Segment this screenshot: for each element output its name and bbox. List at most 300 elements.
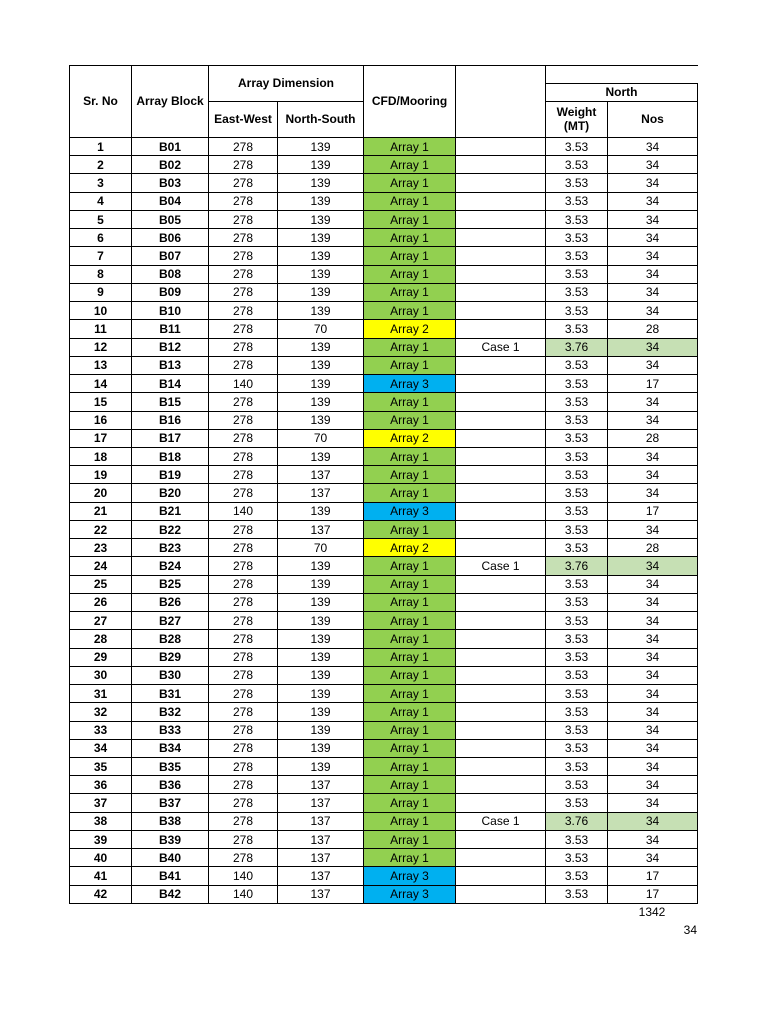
array-block-cell: B12 [132, 338, 209, 356]
case-cell [456, 648, 546, 666]
north-south-cell: 139 [278, 557, 364, 575]
cfd-mooring-cell: Array 1 [364, 557, 456, 575]
cfd-mooring-header: CFD/Mooring [364, 66, 456, 138]
array-block-cell: B09 [132, 283, 209, 301]
nos-cell: 17 [608, 375, 698, 393]
cfd-mooring-cell: Array 3 [364, 375, 456, 393]
weight-cell: 3.53 [546, 283, 608, 301]
east-west-cell: 278 [209, 210, 278, 228]
weight-cell: 3.53 [546, 320, 608, 338]
nos-cell: 34 [608, 356, 698, 374]
nos-cell: 34 [608, 393, 698, 411]
array-block-cell: B23 [132, 539, 209, 557]
weight-cell: 3.53 [546, 210, 608, 228]
north-south-cell: 139 [278, 685, 364, 703]
case-cell [456, 630, 546, 648]
nos-cell: 34 [608, 849, 698, 867]
cfd-mooring-cell: Array 1 [364, 265, 456, 283]
case-cell [456, 703, 546, 721]
sr-no-cell: 37 [70, 794, 132, 812]
array-block-cell: B36 [132, 776, 209, 794]
table-header [70, 66, 698, 138]
sr-no-cell: 39 [70, 830, 132, 848]
east-west-cell: 278 [209, 429, 278, 447]
east-west-cell: 278 [209, 265, 278, 283]
weight-cell: 3.53 [546, 229, 608, 247]
table-row [70, 830, 698, 848]
nos-cell: 34 [608, 794, 698, 812]
north-south-cell: 139 [278, 302, 364, 320]
case-cell [456, 192, 546, 210]
case-cell [456, 265, 546, 283]
east-west-cell: 278 [209, 557, 278, 575]
array-block-cell: B32 [132, 703, 209, 721]
east-west-cell: 278 [209, 721, 278, 739]
nos-cell: 34 [608, 174, 698, 192]
east-west-cell: 278 [209, 320, 278, 338]
sr-no-cell: 17 [70, 429, 132, 447]
sr-no-cell: 18 [70, 447, 132, 465]
sr-no-cell: 15 [70, 393, 132, 411]
north-south-cell: 139 [278, 283, 364, 301]
weight-cell: 3.53 [546, 794, 608, 812]
sr-no-cell: 23 [70, 539, 132, 557]
table-row [70, 593, 698, 611]
cfd-mooring-cell: Array 1 [364, 411, 456, 429]
case-cell [456, 539, 546, 557]
array-block-header: Array Block [132, 66, 209, 138]
north-south-cell: 139 [278, 375, 364, 393]
north-south-cell: 139 [278, 648, 364, 666]
sr-no-cell: 2 [70, 156, 132, 174]
cfd-mooring-cell: Array 1 [364, 612, 456, 630]
sr-no-cell: 28 [70, 630, 132, 648]
array-block-table [69, 65, 698, 904]
sr-no-cell: 12 [70, 338, 132, 356]
weight-cell: 3.76 [546, 338, 608, 356]
cfd-mooring-cell: Array 1 [364, 849, 456, 867]
table-row [70, 794, 698, 812]
weight-cell: 3.53 [546, 612, 608, 630]
table-row [70, 867, 698, 885]
weight-cell: 3.53 [546, 520, 608, 538]
table-row [70, 174, 698, 192]
nos-cell: 17 [608, 867, 698, 885]
table-row [70, 356, 698, 374]
case-cell [456, 739, 546, 757]
array-block-cell: B35 [132, 757, 209, 775]
nos-cell: 34 [608, 447, 698, 465]
weight-cell: 3.53 [546, 411, 608, 429]
sr-no-cell: 8 [70, 265, 132, 283]
cfd-mooring-cell: Array 1 [364, 830, 456, 848]
east-west-cell: 278 [209, 539, 278, 557]
cfd-mooring-cell: Array 1 [364, 685, 456, 703]
north-south-cell: 139 [278, 229, 364, 247]
table-body [70, 138, 698, 904]
east-west-cell: 278 [209, 447, 278, 465]
sr-no-cell: 41 [70, 867, 132, 885]
cfd-mooring-cell: Array 1 [364, 138, 456, 156]
table-row [70, 520, 698, 538]
table-row [70, 283, 698, 301]
table-row [70, 812, 698, 830]
weight-cell: 3.53 [546, 885, 608, 903]
weight-cell: 3.53 [546, 174, 608, 192]
nos-cell: 34 [608, 721, 698, 739]
case-cell [456, 849, 546, 867]
east-west-cell: 278 [209, 484, 278, 502]
weight-cell: 3.53 [546, 429, 608, 447]
east-west-cell: 278 [209, 229, 278, 247]
sr-no-cell: 19 [70, 466, 132, 484]
table-row [70, 156, 698, 174]
table-row [70, 265, 698, 283]
cfd-mooring-cell: Array 1 [364, 593, 456, 611]
array-block-cell: B03 [132, 174, 209, 192]
sr-no-cell: 16 [70, 411, 132, 429]
east-west-cell: 278 [209, 247, 278, 265]
weight-cell: 3.53 [546, 685, 608, 703]
weight-cell: 3.53 [546, 757, 608, 775]
cfd-mooring-cell: Array 1 [364, 338, 456, 356]
cfd-mooring-cell: Array 2 [364, 429, 456, 447]
north-south-cell: 139 [278, 356, 364, 374]
table-row [70, 247, 698, 265]
north-south-cell: 139 [278, 192, 364, 210]
weight-cell: 3.53 [546, 192, 608, 210]
array-block-cell: B29 [132, 648, 209, 666]
table-row [70, 885, 698, 903]
sr-no-cell: 3 [70, 174, 132, 192]
table-row [70, 502, 698, 520]
cfd-mooring-cell: Array 1 [364, 156, 456, 174]
sr-no-cell: 29 [70, 648, 132, 666]
east-west-cell: 278 [209, 466, 278, 484]
nos-cell: 34 [608, 302, 698, 320]
north-south-header: North-South [278, 102, 364, 138]
north-south-cell: 139 [278, 721, 364, 739]
nos-cell: 34 [608, 703, 698, 721]
array-block-cell: B20 [132, 484, 209, 502]
table-row [70, 138, 698, 156]
table-row [70, 338, 698, 356]
east-west-cell: 278 [209, 302, 278, 320]
table-row [70, 849, 698, 867]
sr-no-cell: 7 [70, 247, 132, 265]
case-cell [456, 210, 546, 228]
north-south-cell: 139 [278, 575, 364, 593]
case-cell [456, 721, 546, 739]
north-south-cell: 139 [278, 210, 364, 228]
nos-cell: 34 [608, 229, 698, 247]
weight-cell: 3.53 [546, 849, 608, 867]
nos-cell: 34 [608, 757, 698, 775]
weight-cell: 3.53 [546, 666, 608, 684]
case-cell: Case 1 [456, 557, 546, 575]
east-west-cell: 278 [209, 393, 278, 411]
east-west-cell: 278 [209, 703, 278, 721]
cfd-mooring-cell: Array 1 [364, 210, 456, 228]
case-cell [456, 575, 546, 593]
nos-cell: 34 [608, 812, 698, 830]
case-cell [456, 593, 546, 611]
array-block-cell: B11 [132, 320, 209, 338]
sr-no-cell: 42 [70, 885, 132, 903]
case-cell [456, 156, 546, 174]
north-south-cell: 139 [278, 411, 364, 429]
weight-cell: 3.53 [546, 867, 608, 885]
north-south-cell: 139 [278, 138, 364, 156]
north-south-cell: 139 [278, 447, 364, 465]
north-south-cell: 70 [278, 539, 364, 557]
sr-no-cell: 30 [70, 666, 132, 684]
array-block-cell: B13 [132, 356, 209, 374]
north-south-cell: 137 [278, 830, 364, 848]
weight-cell: 3.76 [546, 557, 608, 575]
weight-header: Weight (MT) [546, 102, 608, 138]
case-cell [456, 867, 546, 885]
array-block-cell: B41 [132, 867, 209, 885]
table-row [70, 721, 698, 739]
case-cell [456, 466, 546, 484]
case-cell [456, 138, 546, 156]
nos-cell: 34 [608, 575, 698, 593]
weight-cell: 3.53 [546, 138, 608, 156]
sr-no-header: Sr. No [70, 66, 132, 138]
sr-no-cell: 26 [70, 593, 132, 611]
cfd-mooring-cell: Array 1 [364, 229, 456, 247]
weight-cell: 3.53 [546, 739, 608, 757]
sr-no-cell: 20 [70, 484, 132, 502]
sr-no-cell: 36 [70, 776, 132, 794]
east-west-cell: 278 [209, 776, 278, 794]
table-row [70, 484, 698, 502]
east-west-cell: 278 [209, 356, 278, 374]
north-south-cell: 70 [278, 429, 364, 447]
nos-cell: 34 [608, 411, 698, 429]
east-west-cell: 278 [209, 812, 278, 830]
east-west-cell: 278 [209, 283, 278, 301]
north-south-cell: 139 [278, 502, 364, 520]
cfd-mooring-cell: Array 1 [364, 575, 456, 593]
north-south-cell: 139 [278, 593, 364, 611]
sr-no-cell: 14 [70, 375, 132, 393]
sr-no-cell: 24 [70, 557, 132, 575]
north-south-cell: 137 [278, 849, 364, 867]
table-row [70, 466, 698, 484]
cfd-mooring-cell: Array 1 [364, 757, 456, 775]
nos-cell: 34 [608, 685, 698, 703]
nos-cell: 34 [608, 265, 698, 283]
table-row [70, 575, 698, 593]
sr-no-cell: 22 [70, 520, 132, 538]
cfd-mooring-cell: Array 1 [364, 247, 456, 265]
table-row [70, 648, 698, 666]
weight-cell: 3.53 [546, 830, 608, 848]
cfd-mooring-cell: Array 3 [364, 502, 456, 520]
north-south-cell: 139 [278, 612, 364, 630]
case-cell: Case 1 [456, 812, 546, 830]
weight-cell: 3.53 [546, 630, 608, 648]
weight-cell: 3.53 [546, 375, 608, 393]
weight-cell: 3.53 [546, 393, 608, 411]
table-row [70, 703, 698, 721]
nos-cell: 34 [608, 210, 698, 228]
case-column-header [456, 66, 546, 138]
north-south-cell: 139 [278, 703, 364, 721]
sr-no-cell: 38 [70, 812, 132, 830]
case-cell [456, 794, 546, 812]
nos-cell: 34 [608, 138, 698, 156]
case-cell [456, 885, 546, 903]
east-west-cell: 278 [209, 612, 278, 630]
array-block-cell: B15 [132, 393, 209, 411]
cfd-mooring-cell: Array 1 [364, 447, 456, 465]
nos-cell: 34 [608, 466, 698, 484]
array-block-cell: B38 [132, 812, 209, 830]
case-cell [456, 302, 546, 320]
weight-cell: 3.53 [546, 575, 608, 593]
array-block-cell: B01 [132, 138, 209, 156]
cfd-mooring-cell: Array 1 [364, 283, 456, 301]
case-cell [456, 174, 546, 192]
cfd-mooring-cell: Array 3 [364, 885, 456, 903]
cfd-mooring-cell: Array 1 [364, 520, 456, 538]
north-south-cell: 137 [278, 466, 364, 484]
nos-cell: 34 [608, 484, 698, 502]
east-west-cell: 278 [209, 794, 278, 812]
nos-cell: 34 [608, 630, 698, 648]
north-south-cell: 137 [278, 520, 364, 538]
east-west-cell: 278 [209, 338, 278, 356]
case-cell [456, 830, 546, 848]
array-block-cell: B31 [132, 685, 209, 703]
sr-no-cell: 21 [70, 502, 132, 520]
array-block-cell: B17 [132, 429, 209, 447]
table-row [70, 630, 698, 648]
case-cell [456, 429, 546, 447]
sr-no-cell: 35 [70, 757, 132, 775]
table-row [70, 539, 698, 557]
north-south-cell: 137 [278, 484, 364, 502]
nos-cell: 34 [608, 593, 698, 611]
north-south-cell: 139 [278, 247, 364, 265]
cfd-mooring-cell: Array 1 [364, 484, 456, 502]
array-block-cell: B06 [132, 229, 209, 247]
case-cell [456, 356, 546, 374]
east-west-cell: 278 [209, 666, 278, 684]
table-row [70, 393, 698, 411]
cfd-mooring-cell: Array 1 [364, 630, 456, 648]
north-south-cell: 137 [278, 885, 364, 903]
cfd-mooring-cell: Array 1 [364, 302, 456, 320]
cfd-mooring-cell: Array 1 [364, 739, 456, 757]
array-block-cell: B25 [132, 575, 209, 593]
cfd-mooring-cell: Array 2 [364, 539, 456, 557]
array-block-cell: B27 [132, 612, 209, 630]
weight-cell: 3.53 [546, 356, 608, 374]
sr-no-cell: 1 [70, 138, 132, 156]
sr-no-cell: 34 [70, 739, 132, 757]
north-header: North [546, 84, 698, 102]
table-row [70, 192, 698, 210]
north-south-cell: 137 [278, 867, 364, 885]
table-row [70, 757, 698, 775]
weight-cell: 3.53 [546, 484, 608, 502]
nos-cell: 34 [608, 739, 698, 757]
weight-cell: 3.53 [546, 466, 608, 484]
weight-cell: 3.53 [546, 776, 608, 794]
cfd-mooring-cell: Array 1 [364, 648, 456, 666]
case-cell [456, 283, 546, 301]
array-block-cell: B10 [132, 302, 209, 320]
table-row [70, 411, 698, 429]
case-cell [456, 320, 546, 338]
case-cell [456, 520, 546, 538]
east-west-cell: 140 [209, 502, 278, 520]
east-west-cell: 140 [209, 375, 278, 393]
east-west-cell: 278 [209, 830, 278, 848]
weight-cell: 3.53 [546, 156, 608, 174]
nos-cell: 34 [608, 283, 698, 301]
array-block-cell: B26 [132, 593, 209, 611]
north-south-cell: 139 [278, 666, 364, 684]
nos-cell: 34 [608, 338, 698, 356]
sr-no-cell: 25 [70, 575, 132, 593]
case-cell [456, 685, 546, 703]
table-row [70, 447, 698, 465]
north-south-cell: 139 [278, 630, 364, 648]
east-west-cell: 278 [209, 411, 278, 429]
east-west-cell: 140 [209, 885, 278, 903]
case-cell [456, 612, 546, 630]
cfd-mooring-cell: Array 1 [364, 721, 456, 739]
array-block-cell: B22 [132, 520, 209, 538]
nos-cell: 17 [608, 502, 698, 520]
array-block-cell: B18 [132, 447, 209, 465]
array-block-cell: B04 [132, 192, 209, 210]
array-block-cell: B16 [132, 411, 209, 429]
table-row [70, 375, 698, 393]
table-row [70, 320, 698, 338]
table-row [70, 666, 698, 684]
weight-cell: 3.53 [546, 648, 608, 666]
cfd-mooring-cell: Array 1 [364, 192, 456, 210]
array-block-cell: B07 [132, 247, 209, 265]
weight-cell: 3.53 [546, 721, 608, 739]
array-block-cell: B37 [132, 794, 209, 812]
north-south-cell: 137 [278, 812, 364, 830]
weight-cell: 3.53 [546, 302, 608, 320]
nos-cell: 28 [608, 429, 698, 447]
north-south-cell: 70 [278, 320, 364, 338]
table-row [70, 776, 698, 794]
nos-cell: 34 [608, 830, 698, 848]
east-west-cell: 278 [209, 174, 278, 192]
array-block-cell: B42 [132, 885, 209, 903]
east-west-cell: 278 [209, 138, 278, 156]
east-west-cell: 278 [209, 685, 278, 703]
east-west-cell: 278 [209, 648, 278, 666]
sr-no-cell: 5 [70, 210, 132, 228]
nos-header: Nos [608, 102, 698, 138]
cfd-mooring-cell: Array 1 [364, 794, 456, 812]
array-block-cell: B39 [132, 830, 209, 848]
cfd-mooring-cell: Array 2 [364, 320, 456, 338]
array-block-cell: B24 [132, 557, 209, 575]
weight-cell: 3.76 [546, 812, 608, 830]
